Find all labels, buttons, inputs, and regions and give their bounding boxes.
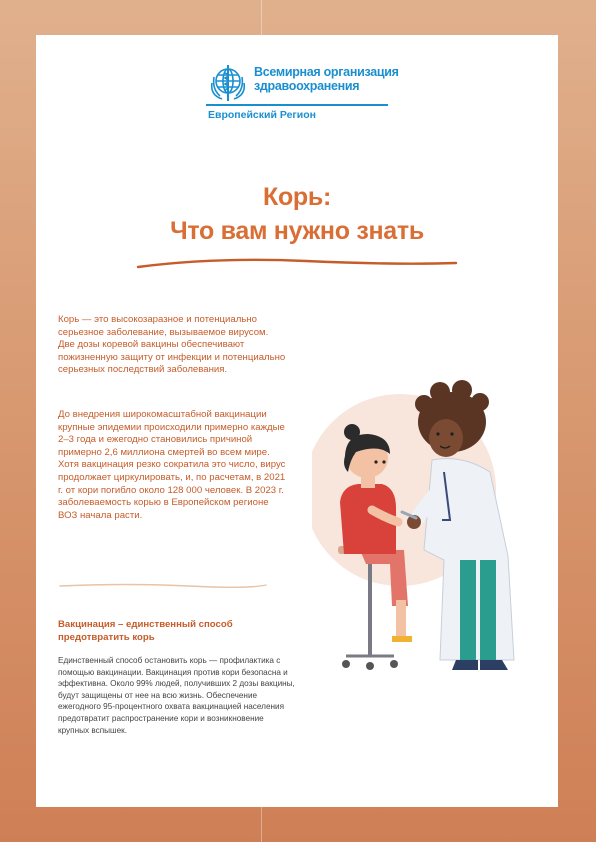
intro-paragraph-1: Корь — это высокозаразное и потенциально серьезное заболевание, вызываемое вирусом. Две дозы коревой вакцины обеспечивают пожизненную защиту от инфекции и потенциально серьезных последствий заболевания.: [58, 314, 286, 376]
document-page: [36, 35, 558, 807]
section-divider: [58, 581, 268, 591]
who-emblem-icon: [206, 61, 250, 105]
nurse-vaccinating-child-illustration: [312, 360, 558, 678]
intro-paragraph-2: До внедрения широкомасштабной вакцинации крупные эпидемии происходили примерно каждые 2–3 года и ежегодно становились причиной примерно 2,6 миллиона смертей во всем мире. Хотя вакцинация резко сократила это число, вирус продолжает циркулировать, и, по расчетам, в 2021 г. от кори погибло около 128 000 человек. В 2023 г. заболеваемость корью в Европейском регионе ВОЗ начала расти.: [58, 409, 286, 521]
vaccination-text: Единственный способ остановить корь — профилактика с помощью вакцинации. Вакцинация против кори безопасна и эффективна. Около 99% людей, получивших 2 дозы вакцины, будут защищены от нее на всю жизнь. Обеспечение ежегодного 95-процентного охвата вакцинацией населения предотвратит распространение кори и возникновение крупных вспышек.: [58, 656, 295, 735]
organization-region: Европейский Регион: [208, 109, 317, 121]
logo-divider: [206, 104, 388, 106]
page-title-line2: Что вам нужно знать: [170, 217, 424, 245]
who-logo: [206, 61, 406, 121]
vaccination-heading: Вакцинация – единственный способ предотвратить корь: [58, 619, 233, 643]
organization-name: [254, 65, 399, 93]
organization-name-line2: здравоохранения: [254, 79, 360, 93]
organization-name-line1: Всемирная организация: [254, 65, 399, 79]
page-title-line1: Корь:: [263, 183, 331, 211]
title-underline-swoosh: [136, 255, 458, 273]
